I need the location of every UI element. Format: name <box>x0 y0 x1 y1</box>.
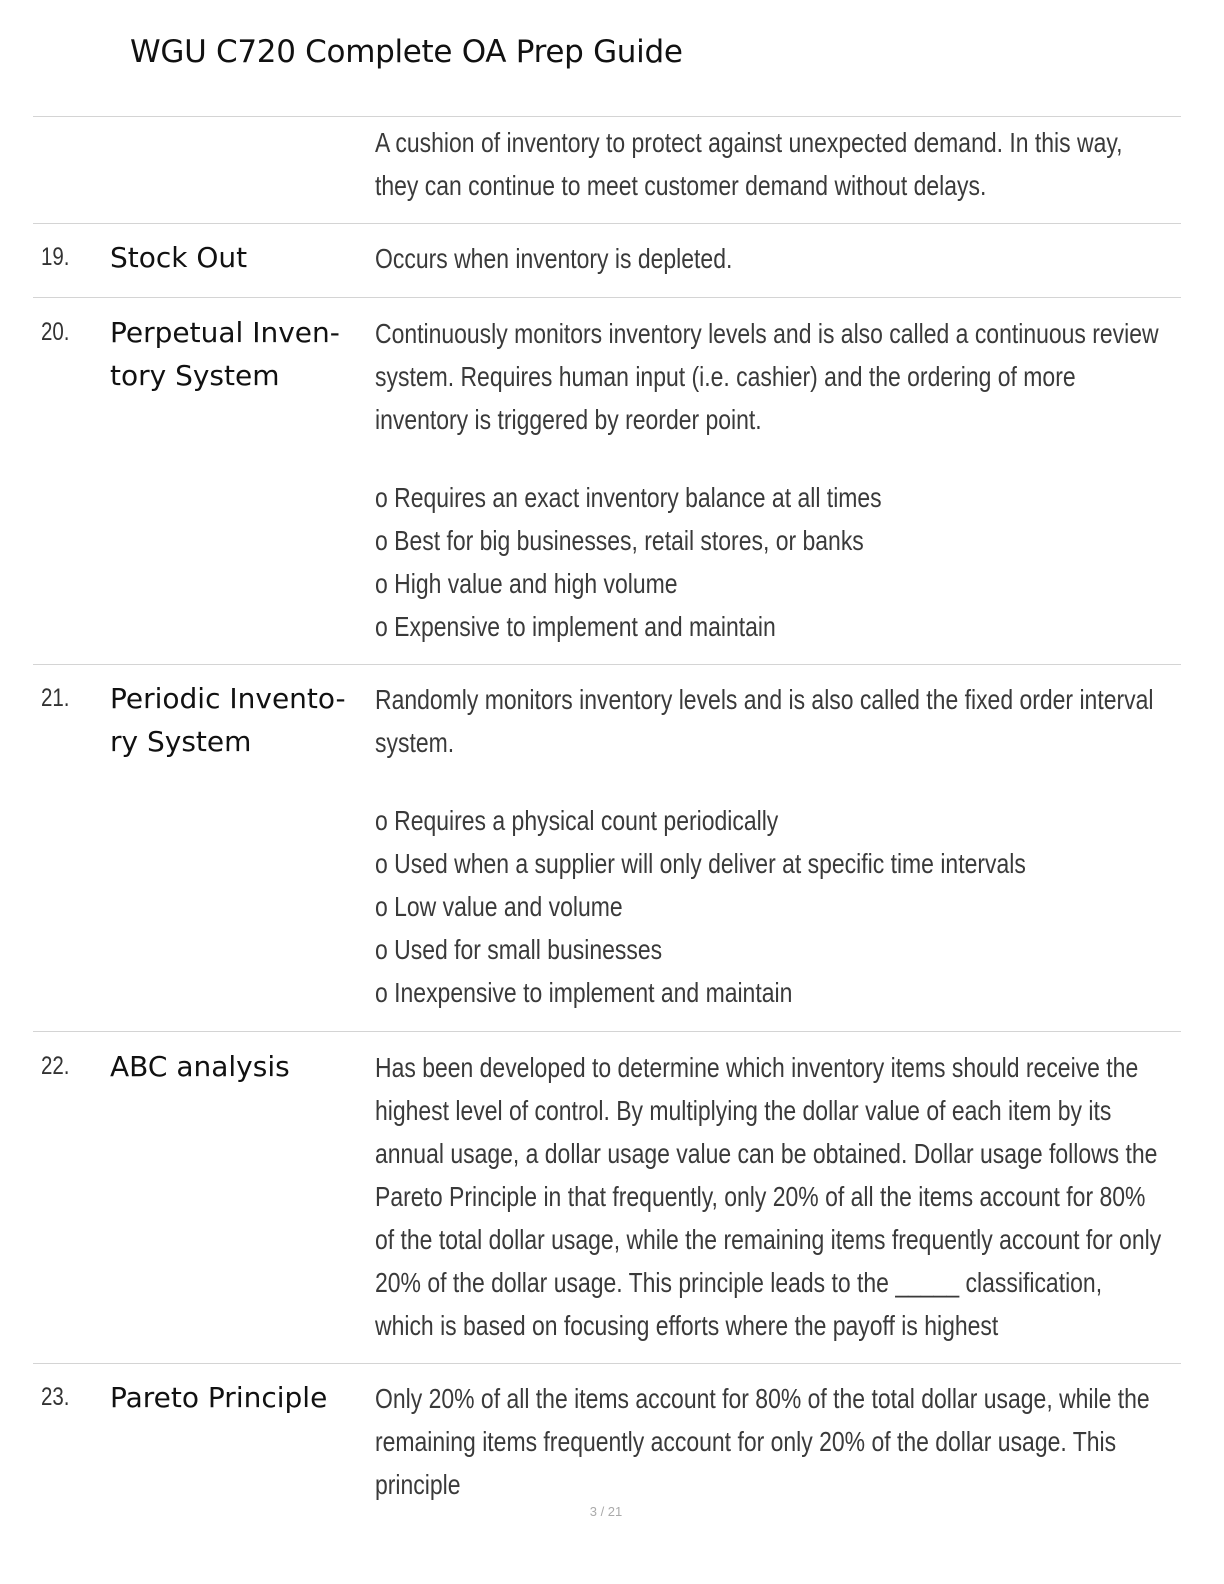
entry-definition <box>375 1377 1162 1506</box>
row-divider <box>33 1363 1181 1364</box>
list-item: o Expensive to implement and maintain <box>375 611 776 642</box>
entry-number: 22. <box>41 1052 70 1080</box>
term-line: Pareto Principle <box>110 1381 328 1414</box>
definition-text: Has been developed to determine which inventory items should receive the highest level of control. By multiplying the dollar value of each item by its annual usage, a dollar usage value can be obtained. Dollar usage follows the Pareto Principle in that frequently, only 20% of all the items account for 80% of the total dollar usage, while the remaining items frequently account for only 20% of the dollar usage. This principle leads to the _____ classification, which is based on focusing efforts where the payoff is highest <box>375 1052 1162 1341</box>
entry-number: 23. <box>41 1383 70 1411</box>
term-line: tory System <box>110 359 280 392</box>
entry-number: 19. <box>41 243 70 271</box>
definition-text: Occurs when inventory is depleted. <box>375 243 733 274</box>
list-item: o Used for small businesses <box>375 934 663 965</box>
list-item: o Used when a supplier will only deliver at specific time intervals <box>375 848 1026 879</box>
term-line: ABC analysis <box>110 1050 290 1083</box>
list-item: o High value and high volume <box>375 568 678 599</box>
entry-term <box>110 1045 290 1088</box>
entry-term <box>110 1376 327 1419</box>
list-item: o Inexpensive to implement and maintain <box>375 977 793 1008</box>
entry-term <box>110 236 247 279</box>
entry-term <box>110 311 340 397</box>
definition-text: Randomly monitors inventory levels and is also called the fixed order interval system. <box>375 684 1154 758</box>
entry-definition <box>375 1046 1162 1347</box>
page-number: 3 / 21 <box>589 1504 623 1519</box>
term-line: Periodic Invento- <box>110 682 346 715</box>
entry-number: 21. <box>41 684 70 712</box>
entry-definition <box>375 678 1162 1014</box>
definition-text: A cushion of inventory to protect against unexpected demand. In this way, they can continue to meet customer demand without delays. <box>375 127 1123 201</box>
document-title: WGU C720 Complete OA Prep Guide <box>130 34 683 70</box>
list-item: o Best for big businesses, retail stores, or banks <box>375 525 864 556</box>
row-divider <box>33 223 1181 224</box>
entry-definition <box>375 121 1162 207</box>
entry-term <box>110 677 346 763</box>
entry-definition <box>375 237 1162 280</box>
row-divider <box>33 297 1181 298</box>
bullet-list <box>375 799 1162 1014</box>
definition-text: Continuously monitors inventory levels and is also called a continuous review system. Requires human input (i.e. cashier) and the ordering of more inventory is triggered by reorder point. <box>375 318 1159 435</box>
row-divider <box>33 664 1181 665</box>
term-line: Perpetual Inven- <box>110 316 340 349</box>
definition-text: Only 20% of all the items account for 80% of the total dollar usage, while the remaining items frequently account for only 20% of the dollar usage. This principle <box>375 1383 1150 1500</box>
list-item: o Requires a physical count periodically <box>375 805 779 836</box>
entry-definition <box>375 312 1162 648</box>
row-divider <box>33 116 1181 117</box>
term-line: Stock Out <box>110 241 248 274</box>
list-item: o Requires an exact inventory balance at all times <box>375 482 882 513</box>
list-item: o Low value and volume <box>375 891 623 922</box>
row-divider <box>33 1031 1181 1032</box>
bullet-list <box>375 476 1162 648</box>
entry-number: 20. <box>41 318 70 346</box>
term-line: ry System <box>110 725 252 758</box>
